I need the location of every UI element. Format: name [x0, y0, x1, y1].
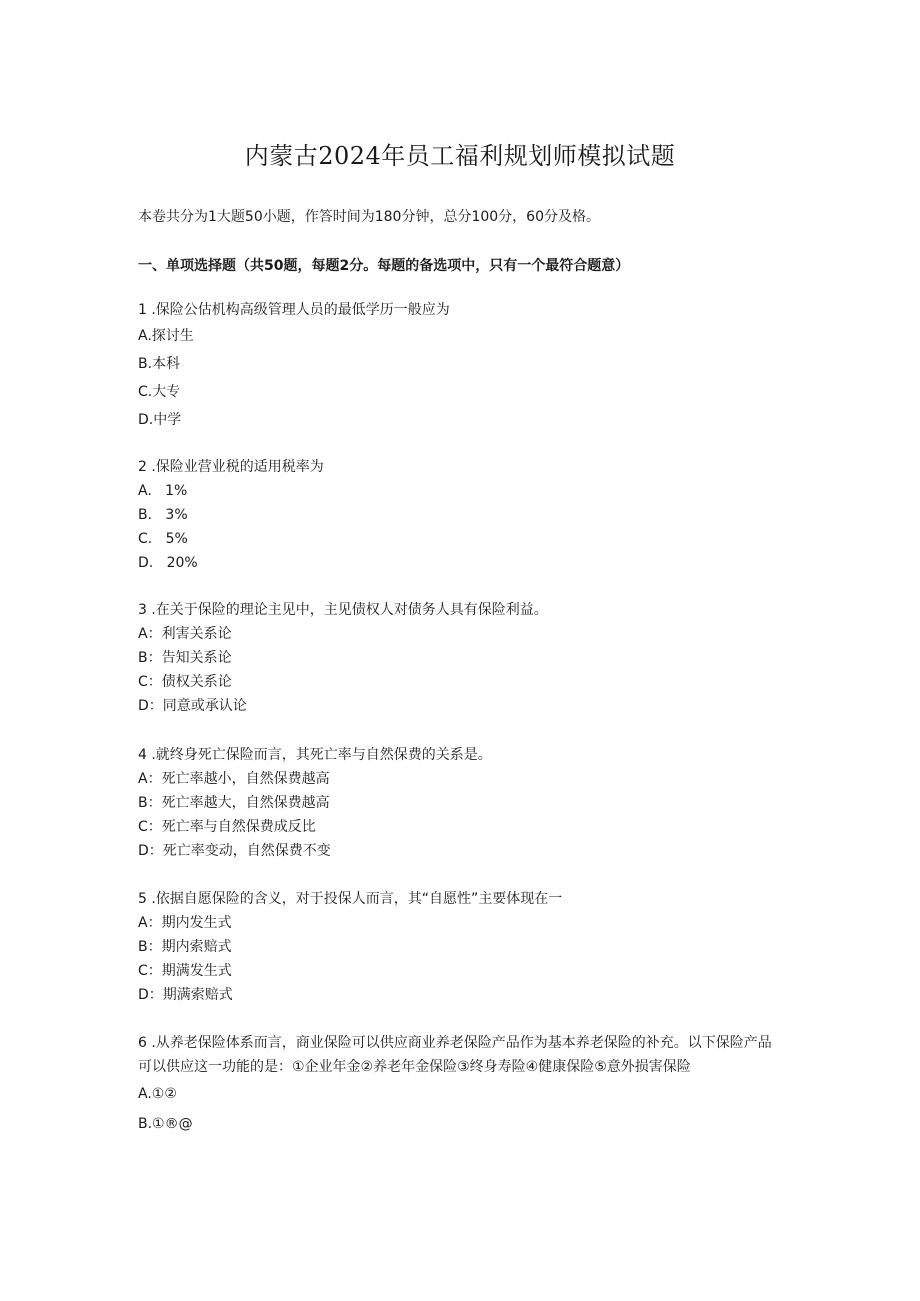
option-c: C：死亡率与自然保费成反比 [138, 819, 316, 835]
option-b: B. 3% [138, 507, 188, 523]
question-6 [138, 1031, 778, 1139]
question-stem: 6 .从养老保险体系而言，商业保险可以供应商业养老保险产品作为基本养老保险的补充。以下保险产品可以供应这一功能的是：①企业年金②养老年金保险③终身寿险④健康保险⑤意外损害保险 [138, 1035, 772, 1075]
option-a: A. 1% [138, 483, 188, 499]
option-a: A.①② [138, 1086, 177, 1102]
question-stem: 4 .就终身死亡保险而言，其死亡率与自然保费的关系是。 [138, 747, 492, 763]
option-c: C：债权关系论 [138, 674, 232, 690]
option-a: A：死亡率越小，自然保费越高 [138, 771, 330, 787]
option-b: B：告知关系论 [138, 650, 232, 666]
exam-intro: 本卷共分为1大题50小题，作答时间为180分钟，总分100分，60分及格。 [138, 209, 600, 225]
option-b: B.本科 [138, 356, 181, 372]
option-a: A：利害关系论 [138, 626, 232, 642]
option-d: D：期满索赔式 [138, 987, 233, 1003]
option-d: D：死亡率变动，自然保费不变 [138, 843, 331, 859]
question-stem: 3 .在关于保险的理论主见中，主见债权人对债务人具有保险利益。 [138, 602, 548, 618]
option-b: B：期内索赔式 [138, 939, 232, 955]
option-d: D. 20% [138, 555, 198, 571]
question-2 [138, 455, 778, 575]
question-1 [138, 298, 778, 434]
question-5 [138, 887, 778, 1007]
option-a: A.探讨生 [138, 328, 194, 344]
question-stem: 1 .保险公估机构高级管理人员的最低学历一般应为 [138, 302, 450, 318]
question-stem: 2 .保险业营业税的适用税率为 [138, 459, 324, 475]
option-a: A：期内发生式 [138, 915, 232, 931]
question-stem: 5 .依据自愿保险的含义，对于投保人而言，其“自愿性”主要体现在一 [138, 891, 563, 907]
option-b: B.①®@ [138, 1116, 193, 1132]
option-b: B：死亡率越大，自然保费越高 [138, 795, 330, 811]
section-heading: 一、单项选择题（共50题，每题2分。每题的备选项中，只有一个最符合题意） [138, 258, 630, 274]
option-c: C. 5% [138, 531, 188, 547]
question-3 [138, 598, 778, 718]
option-c: C.大专 [138, 384, 181, 400]
question-4 [138, 743, 778, 863]
option-c: C：期满发生式 [138, 963, 232, 979]
option-d: D：同意或承认论 [138, 698, 247, 714]
document-title: 内蒙古2024年员工福利规划师模拟试题 [244, 142, 676, 170]
option-d: D.中学 [138, 412, 182, 428]
